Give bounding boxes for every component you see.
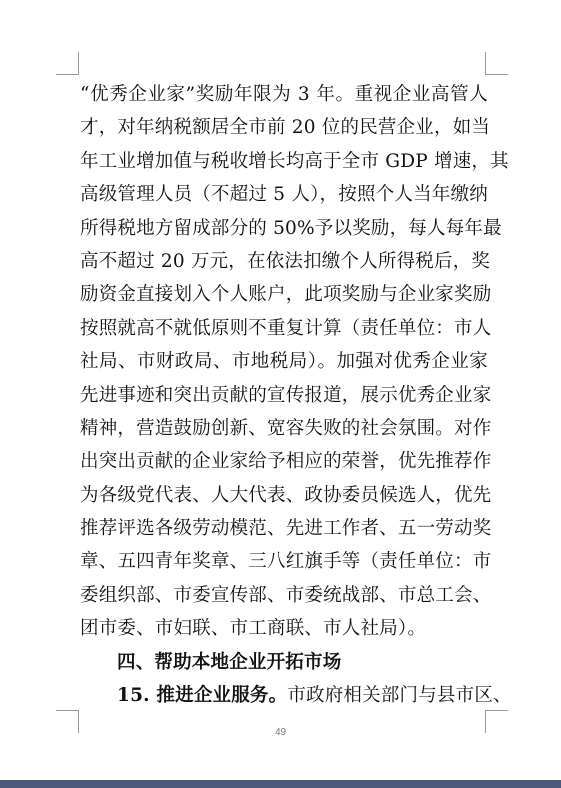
section-heading: 四、帮助本地企业开拓市场 <box>117 651 342 673</box>
text-line: 委组织部、市委宣传部、市委统战部、市总工会、 <box>80 584 492 606</box>
text-line: 励资金直接划入个人账户，此项奖励与企业家奖励 <box>80 284 492 306</box>
page-number: 49 <box>274 727 287 738</box>
crop-mark-top-right <box>485 52 508 75</box>
text-line: 高不超过 20 万元，在依法扣缴个人所得税后，奖 <box>80 250 491 272</box>
text-line: 出突出贡献的企业家给予相应的荣誉，优先推荐作 <box>80 451 492 473</box>
window-bottom-bar <box>0 780 561 788</box>
text-line: 社局、市财政局、市地税局）。加强对优秀企业家 <box>80 351 488 373</box>
item-15-text: 市政府相关部门与县市区、 <box>287 685 512 707</box>
item-15-label: 15. 推进企业服务。 <box>117 685 288 707</box>
text-line: 按照就高不就低原则不重复计算（责任单位：市人 <box>80 317 492 339</box>
text-line: 章、五四青年奖章、三八红旗手等（责任单位：市 <box>80 551 492 573</box>
text-line: 年工业增加值与税收增长均高于全市 GDP 增速，其 <box>80 150 509 172</box>
text-line: 所得税地方留成部分的 50%予以奖励，每人每年最 <box>80 217 502 239</box>
text-line: “优秀企业家”奖励年限为 3 年。重视企业高管人 <box>80 84 488 105</box>
text-line: 才，对年纳税额居全市前 20 位的民营企业，如当 <box>80 117 491 139</box>
text-line: 先进事迹和突出贡献的宣传报道，展示优秀企业家 <box>80 384 492 406</box>
item-15-paragraph <box>80 679 512 712</box>
text-line: 为各级党代表、人大代表、政协委员候选人，优先 <box>80 484 492 506</box>
crop-mark-top-left <box>56 52 79 75</box>
text-line: 精神，营造鼓励创新、宽容失败的社会氛围。对作 <box>80 417 492 439</box>
text-line: 团市委、市妇联、市工商联、市人社局）。 <box>80 618 427 640</box>
body-text <box>80 78 512 712</box>
text-line: 推荐评选各级劳动模范、先进工作者、五一劳动奖 <box>80 518 492 540</box>
text-line: 高级管理人员（不超过 5 人），按照个人当年缴纳 <box>80 184 488 206</box>
